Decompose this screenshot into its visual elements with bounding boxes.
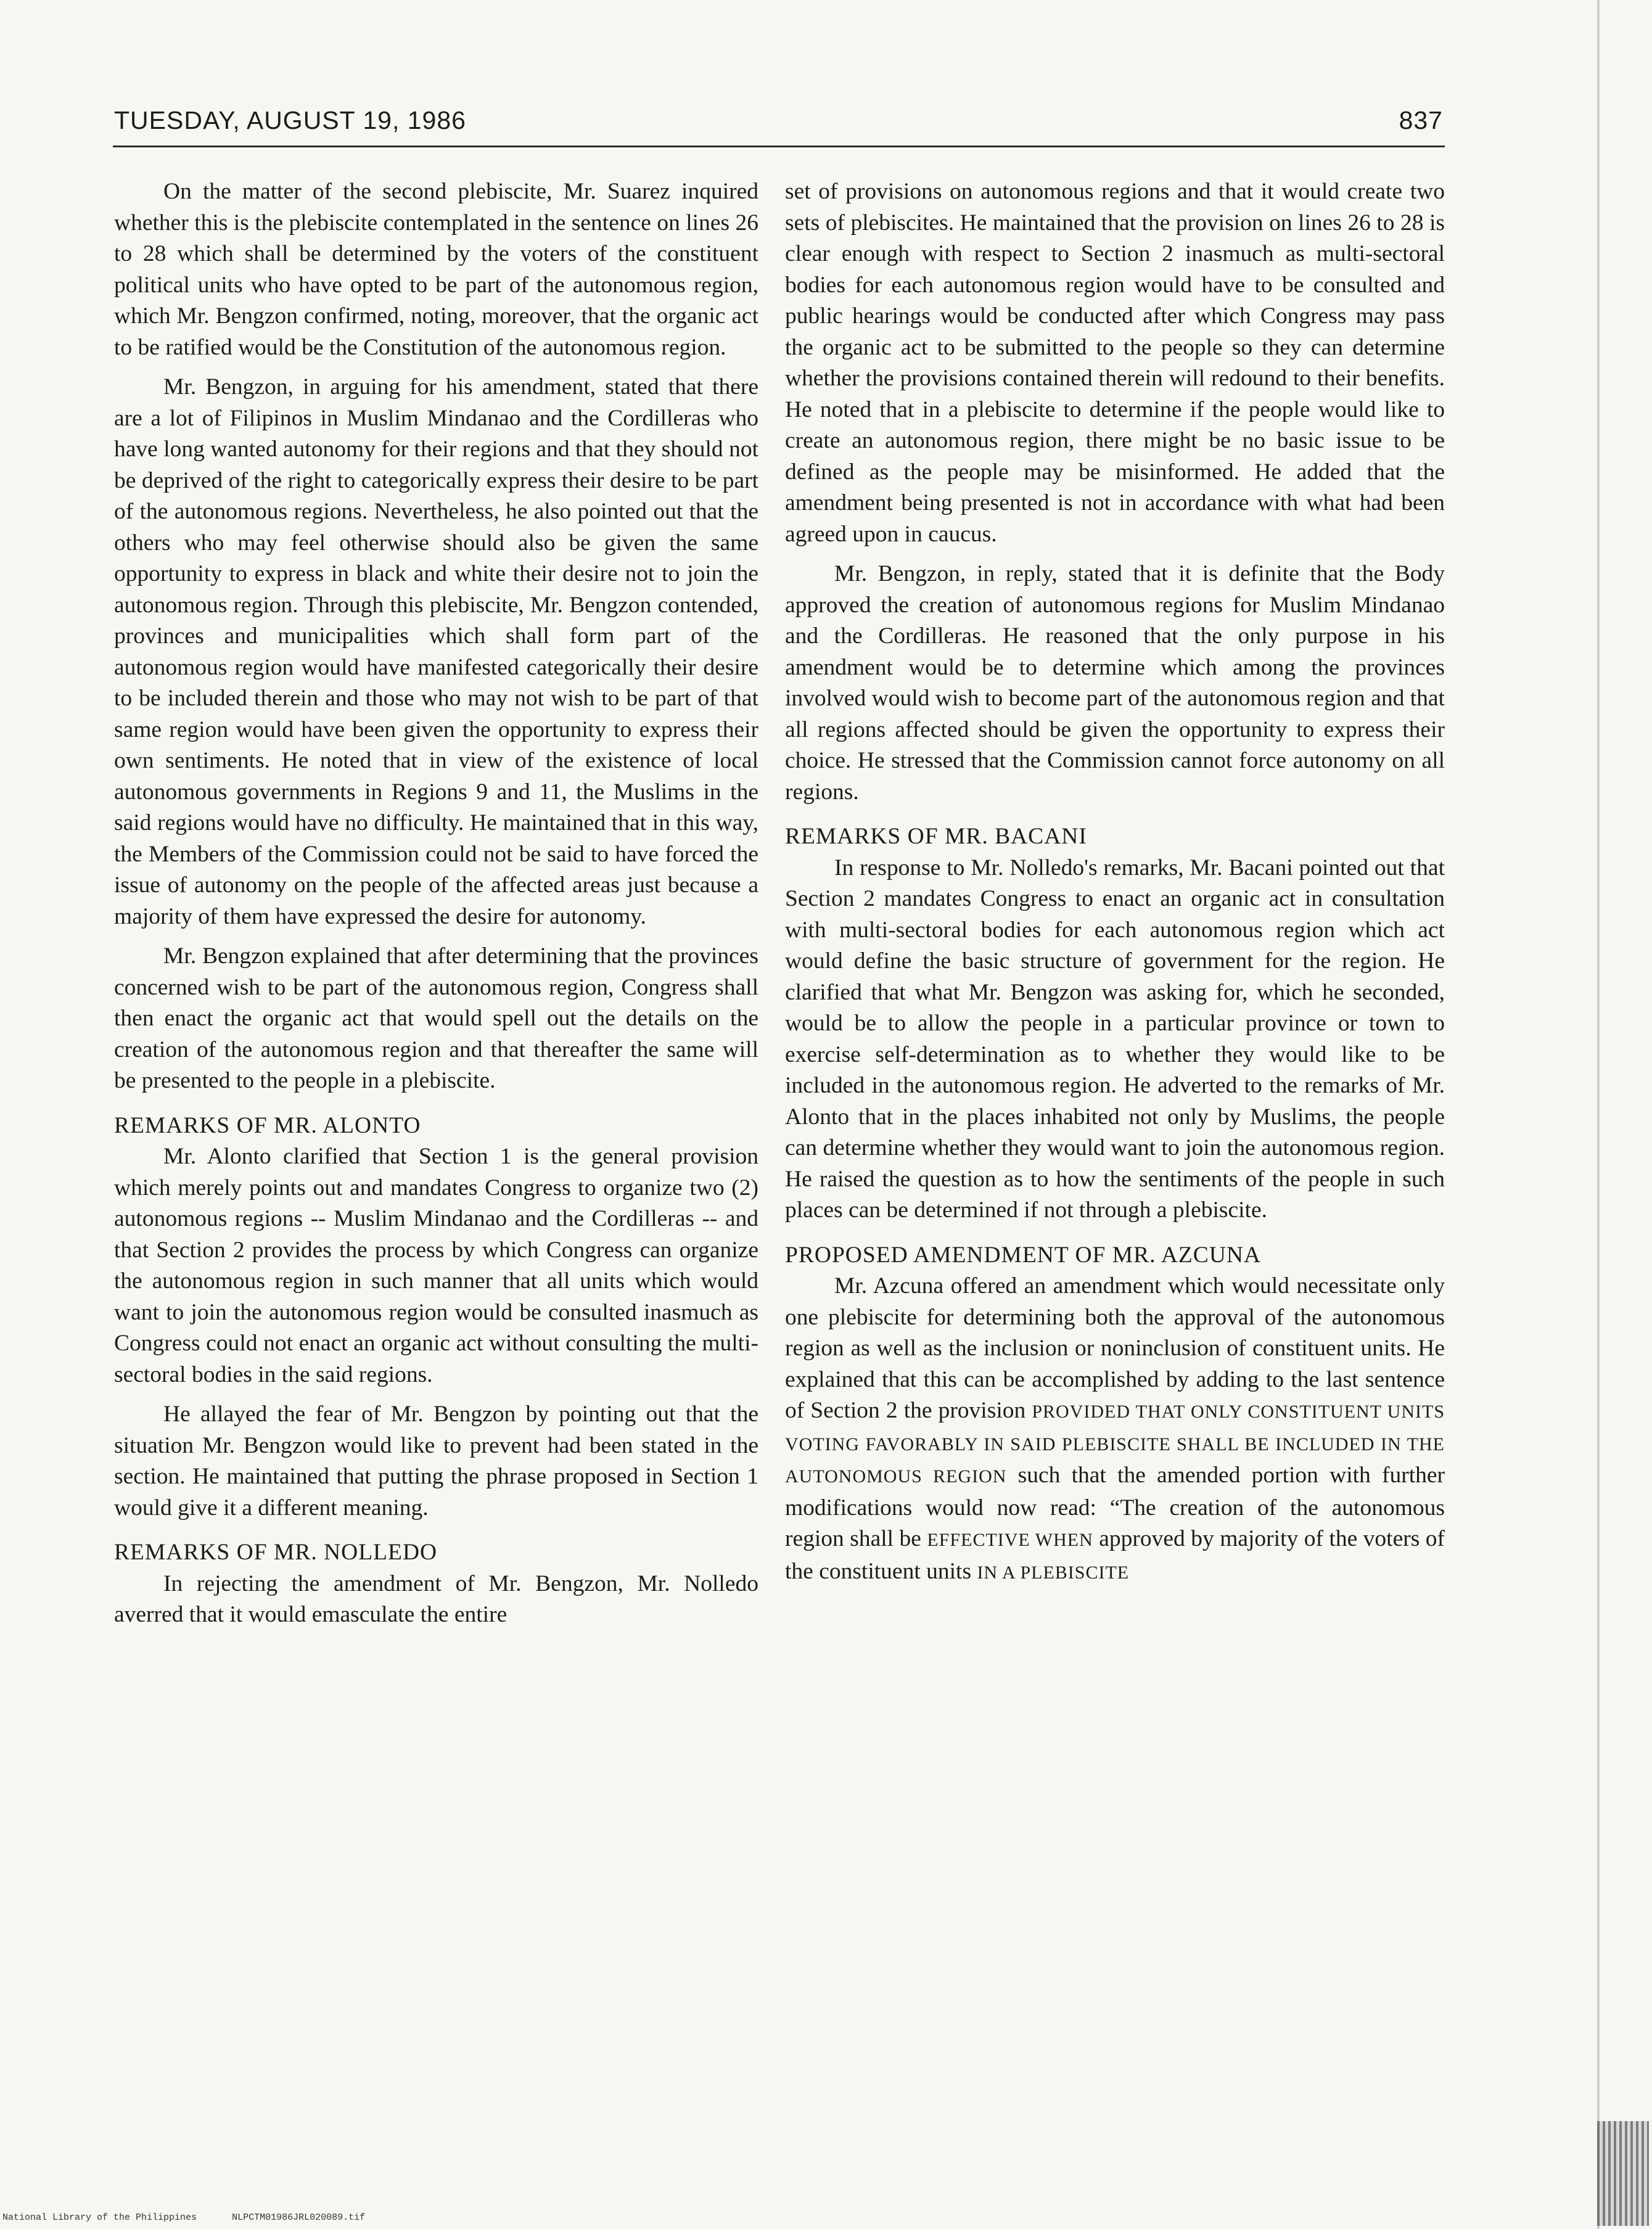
text-run: approved by majority of the voters of the constituent units <box>785 1526 1445 1584</box>
paragraph: He allayed the fear of Mr. Bengzon by pointing out that the situation Mr. Bengzon would like to prevent had been stated in the section. He maintained that putting the phrase proposed in Section 1 would give it a different meaning. <box>114 1402 758 1521</box>
small-caps-text: EFFECTIVE WHEN <box>927 1530 1093 1550</box>
scan-edge <box>1597 0 1600 2229</box>
paragraph: Mr. Bengzon explained that after determining that the provinces concerned wish to be part of the autonomous region, Congress shall then enact the organic act that would spell out the details on the creation of the autonomous region and that thereafter the same will be presented to the people in a plebiscite. <box>114 943 758 1093</box>
section-heading-bacani: REMARKS OF MR. BACANI <box>785 824 1087 849</box>
paragraph: Mr. Bengzon, in arguing for his amendment, stated that there are a lot of Filipinos in Muslim Mindanao and the Cordilleras who have long wanted autonomy for their regions and that they should not be deprived of the right to categorically express their desire to be part of the autonomous regions. Nevertheless, he also pointed out that the others who may feel otherwise should also be given the same opportunity to express in black and white their desire not to join the autonomous region. Through this plebiscite, Mr. Bengzon contended, provinces and municipalities which shall form part of the autonomous region would have manifested categorically their desire to be included therein and those who may not wish to be part of that same region would have been given the opportunity to express their own sentiments. He noted that in view of the existence of local autonomous governments in Regions 9 and 11, the Muslims in the said regions would have no difficulty. He maintained that in this way, the Members of the Commission could not be said to have forced the issue of autonomy on the people of the affected areas just because a majority of them have expressed the desire for autonomy. <box>114 374 758 929</box>
text-run: such that the amended portion with further modifications would now read: “The creation of the autonomous region shall be <box>785 1463 1445 1551</box>
paragraph <box>785 1271 1445 1588</box>
small-caps-text: IN A PLEBISCITE <box>977 1562 1130 1583</box>
paragraph: In response to Mr. Nolledo's remarks, Mr. Bacani pointed out that Section 2 mandates Congress to enact an organic act in consultation with multi-sectoral bodies for each autonomous region which act would define the basic structure of government for the region. He clarified that what Mr. Bengzon was asking for, which he seconded, would be to allow the people in a particular province or town to exercise self-determination as to whether they would like to be included in the autonomous region. He adverted to the remarks of Mr. Alonto that in the places inhabited not only by Muslims, the people can determine whether they would want to join the autonomous region. He raised the question as to how the sentiments of the people in such places can be determined if not through a plebiscite. <box>785 855 1445 1223</box>
paragraph: set of provisions on autonomous regions and that it would create two sets of plebiscites. He maintained that the provision on lines 26 to 28 is clear enough with respect to Section 2 inasmuch as multi-sectoral bodies for each autonomous region would have to be consulted and public hearings would be conducted after which Congress may pass the organic act to be submitted to the people so they can determine whether the provisions contained therein will redound to their benefits. He noted that in a plebiscite to determine if the people would like to create an autonomous region, there might be no basic issue to be defined as the people may be misinformed. He added that the amendment being presented is not in accordance with what had been agreed upon in caucus. <box>785 179 1445 547</box>
header-rule <box>113 146 1445 147</box>
paragraph: Mr. Bengzon, in reply, stated that it is definite that the Body approved the creation of autonomous regions for Muslim Mindanao and the Cordilleras. He reasoned that the only purpose in his amendment would be to determine which among the provinces involved would wish to become part of the autonomous region and that all regions affected should be given the opportunity to express their choice. He stressed that the Commission cannot force autonomy on all regions. <box>785 561 1445 805</box>
small-caps-provision: PROVIDED THAT ONLY CONSTITUENT UNITS VOTING FAVORABLY IN SAID PLEBISCITE SHALL BE INCLUDED IN THE AUTONOMOUS REGION <box>785 1402 1445 1487</box>
scan-corner-mark <box>1597 2121 1649 2226</box>
page-number: 837 <box>1399 106 1443 134</box>
scan-footer <box>2 2212 365 2223</box>
section-heading-nolledo: REMARKS OF MR. NOLLEDO <box>114 1540 438 1565</box>
text-run: Mr. Azcuna offered an amendment which would necessitate only one plebiscite for determining both the approval of the autonomous region as well as the inclusion or noninclusion of constituent units. He explained that this can be accomplished by adding to the last sentence of Section 2 the provision <box>785 1273 1445 1423</box>
footer-file: NLPCTM01986JRL020089.tif <box>232 2212 366 2223</box>
section-heading-alonto: REMARKS OF MR. ALONTO <box>114 1112 421 1138</box>
page-header <box>114 106 1443 143</box>
header-date: TUESDAY, AUGUST 19, 1986 <box>114 106 466 134</box>
paragraph: Mr. Alonto clarified that Section 1 is the general provision which merely points out and mandates Congress to organize two (2) autonomous regions -- Muslim Mindanao and the Cordilleras -- and that Section 2 provides the process by which Congress can organize the autonomous region in such manner that all units which would want to join the autonomous region would be consulted inasmuch as Congress could not enact an organic act without consulting the multi-sectoral bodies in the said regions. <box>114 1144 758 1387</box>
paragraph: In rejecting the amendment of Mr. Bengzon, Mr. Nolledo averred that it would emasculate the entire <box>114 1570 758 1627</box>
section-heading-azcuna: PROPOSED AMENDMENT OF MR. AZCUNA <box>785 1242 1262 1268</box>
paragraph: On the matter of the second plebiscite, Mr. Suarez inquired whether this is the plebiscite contemplated in the sentence on lines 26 to 28 which shall be determined by the voters of the constituent political units who have opted to be part of the autonomous region, which Mr. Bengzon confirmed, noting, moreover, that the organic act to be ratified would be the Constitution of the autonomous region. <box>114 179 758 360</box>
footer-library: National Library of the Philippines <box>2 2212 197 2223</box>
right-column <box>785 176 1445 1588</box>
left-column <box>114 176 758 1631</box>
